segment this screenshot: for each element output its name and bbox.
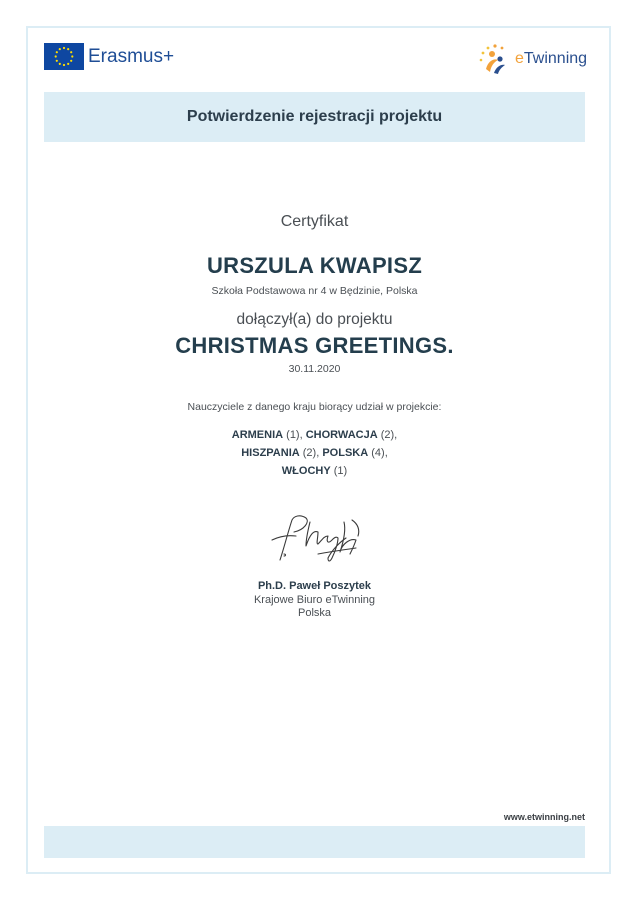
signer-name: Ph.D. Paweł Poszytek [257,580,372,592]
country-count: (2) [380,429,395,441]
country-row [44,462,585,480]
signature-image [258,510,373,565]
country-row: HISZPANIA (2), POLSKA (4), [241,447,388,459]
project-title: CHRISTMAS GREETINGS. [175,333,454,358]
footer-band [44,826,585,858]
certificate-label: Certyfikat [280,213,349,230]
eu-flag-icon [44,43,84,70]
country-count: (1) [286,429,300,441]
signer-organization: Krajowe Biuro eTwinning [253,594,376,606]
website-link[interactable]: www.etwinning.net [503,812,585,822]
country-row: ARMENIA (1), CHORWACJA (2), [231,429,398,441]
country-count: (2) [302,447,317,459]
country-name: POLSKA [322,447,369,459]
country-count: (4) [371,447,385,459]
country-count: (1) [333,465,348,477]
country-list [44,426,585,480]
etwinning-text [515,50,587,68]
country-name: WŁOCHY [281,465,331,477]
registration-date: 30.11.2020 [288,363,341,375]
joined-text: dołączył(a) do projektu [236,311,393,328]
etwinning-stars-icon [478,43,514,75]
erasmus-logo [44,43,174,70]
signer-country: Polska [297,607,332,619]
erasmus-text: Erasmus+ [88,46,175,67]
country-name: ARMENIA [231,429,284,441]
recipient-name: URSZULA KWAPISZ [206,253,423,278]
header-title: Potwierdzenie rejestracji projektu [186,108,443,125]
country-name: HISZPANIA [241,447,300,459]
etwinning-logo [478,43,587,75]
country-name: CHORWACJA [305,429,378,441]
header-band [44,92,585,142]
school-name: Szkoła Podstawowa nr 4 w Będzinie, Polska [211,285,418,297]
etwinning-rest: Twinning [523,50,588,67]
etwinning-e: e [515,50,524,67]
teachers-intro: Nauczyciele z danego kraju biorący udział w projekcie: [187,401,442,413]
